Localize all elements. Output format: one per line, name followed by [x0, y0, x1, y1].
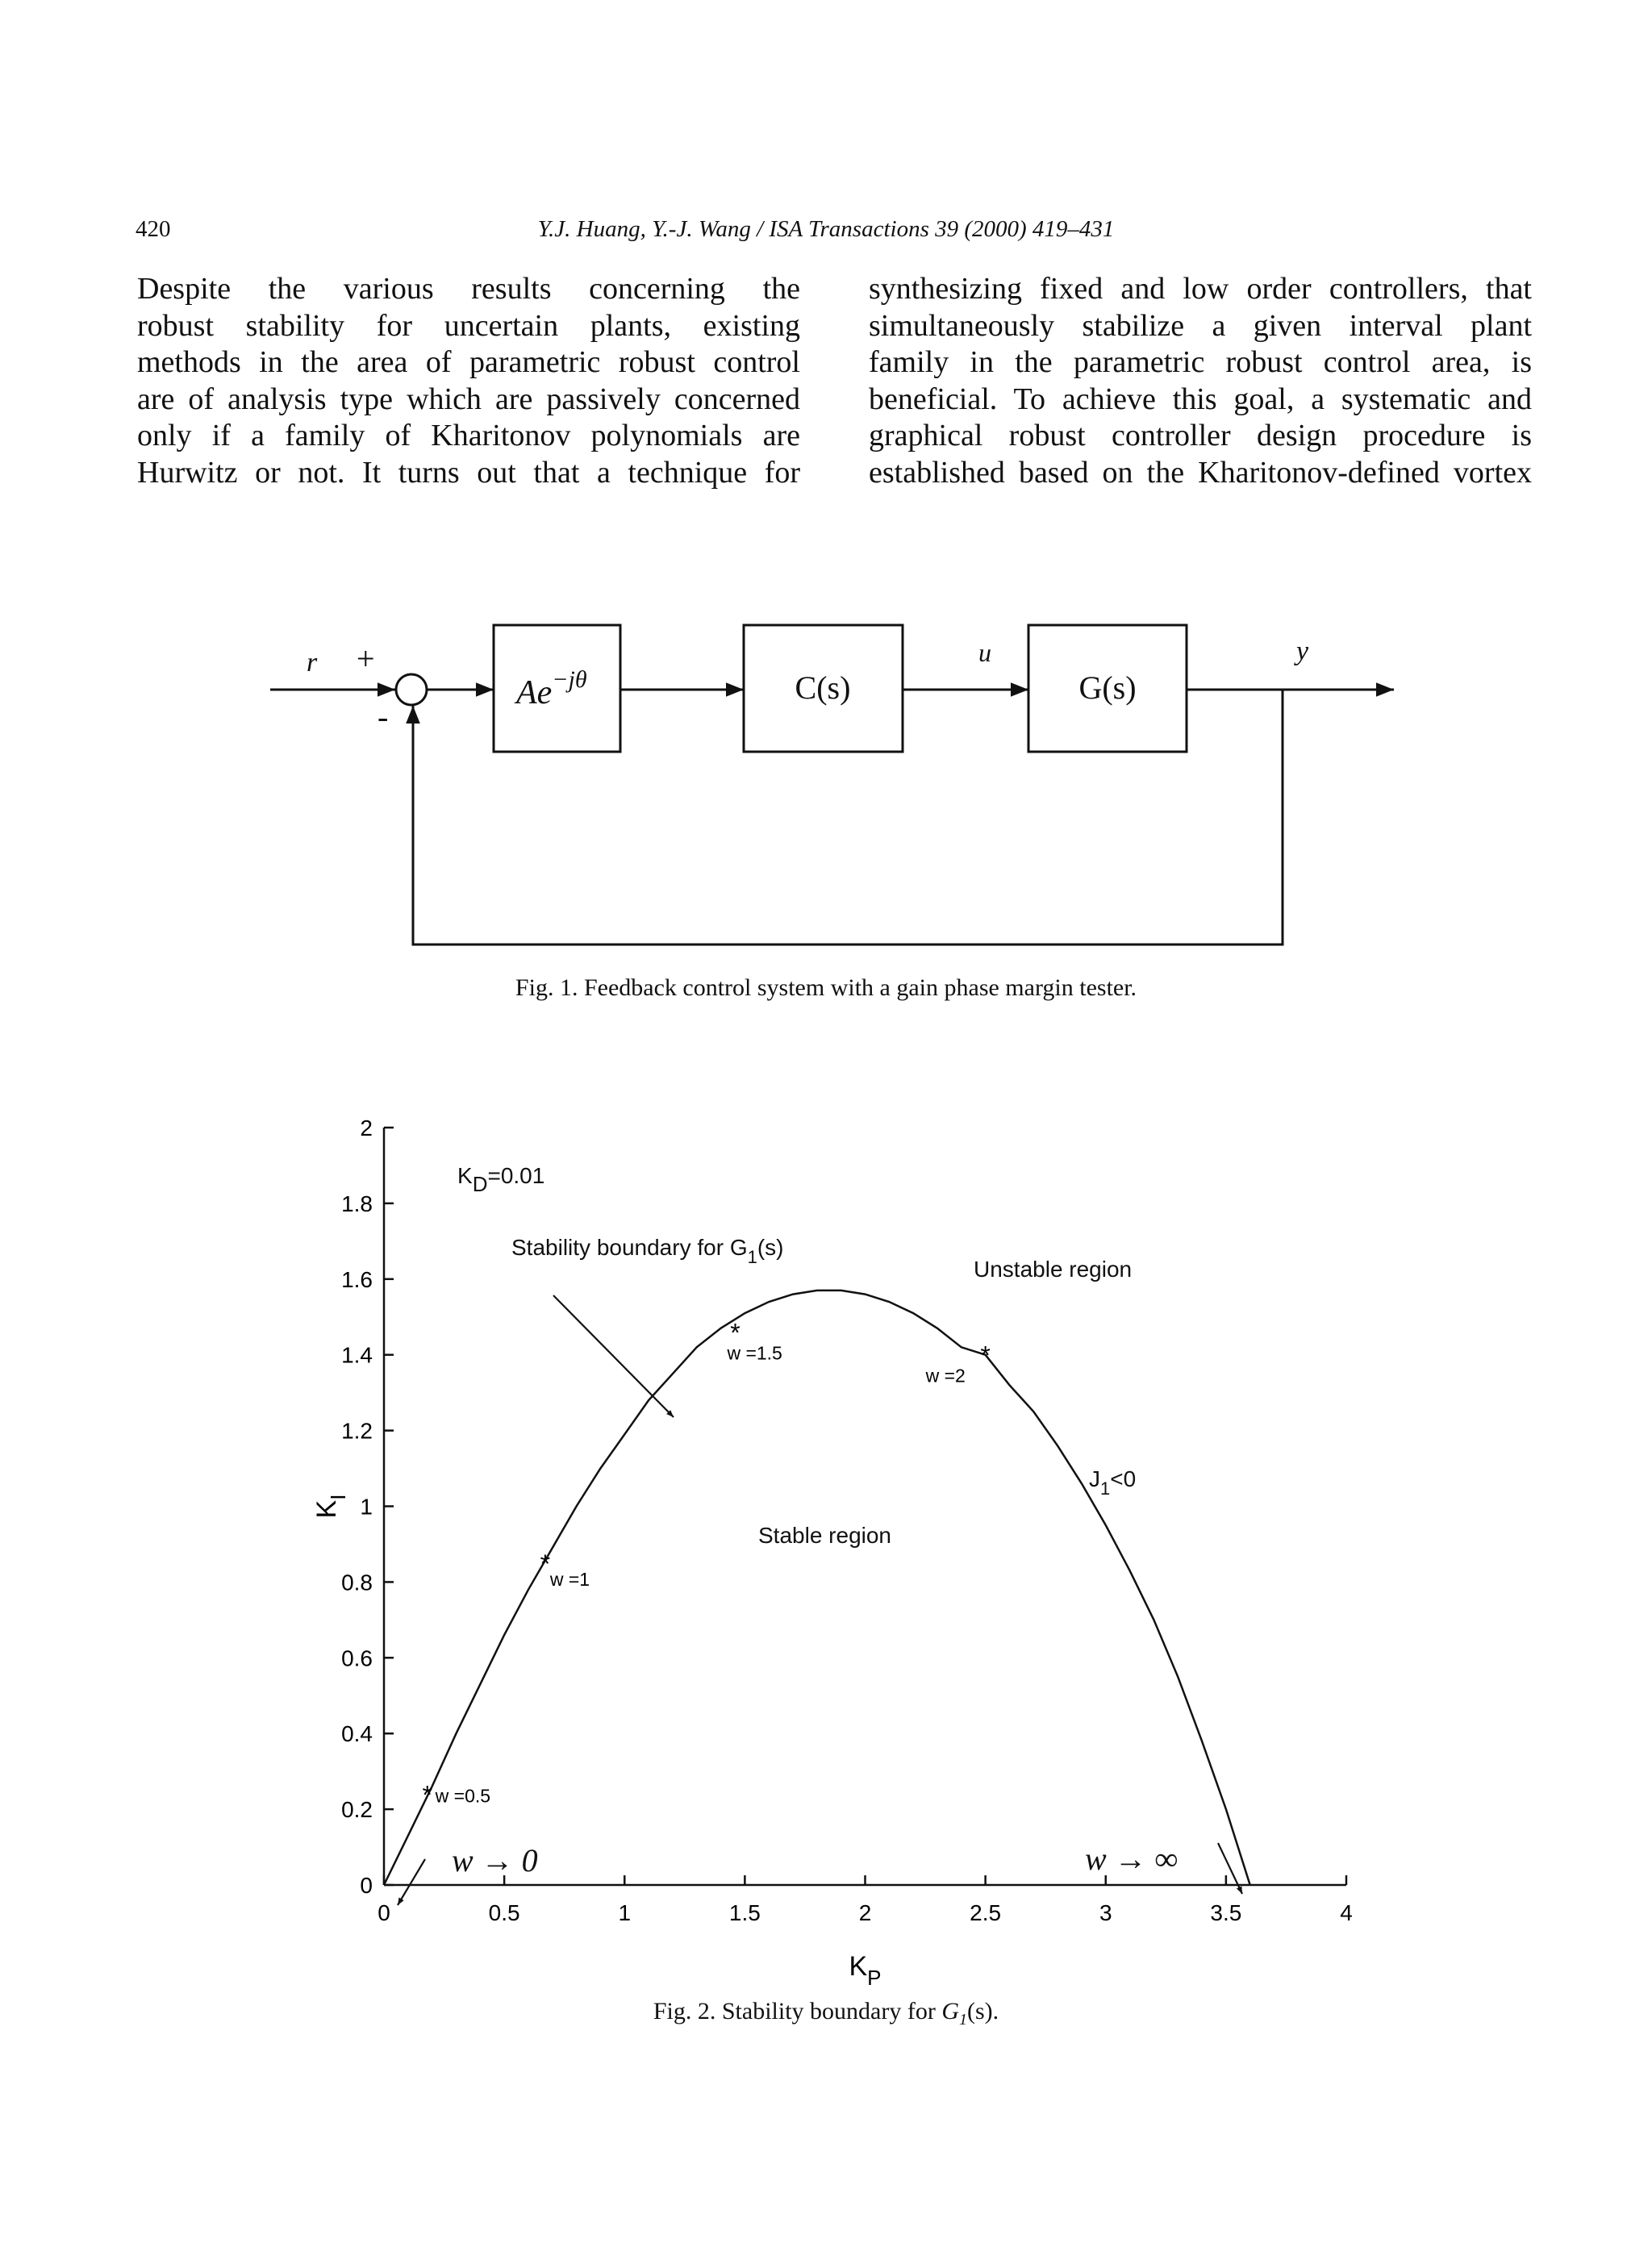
- figure-2-caption: Fig. 2. Stability boundary for $G_1(s)$.: [653, 1998, 999, 2029]
- controller-label: C(s): [795, 669, 851, 706]
- y-tick-label: 1.4: [341, 1342, 373, 1368]
- y-tick-label: 0: [360, 1873, 373, 1898]
- frequency-markers: [422, 1319, 990, 1810]
- minus-sign: -: [378, 698, 389, 735]
- body-text-line: only if a family of Kharitonov polynomials are: [137, 419, 800, 452]
- y-tick-label: 0.2: [341, 1797, 373, 1823]
- y-tick-label: 1.2: [341, 1418, 373, 1444]
- y-tick-label: 1.6: [341, 1266, 373, 1292]
- y-tick-label: 0.8: [341, 1570, 373, 1595]
- x-axis-label: $K_P$: [849, 1951, 882, 1990]
- x-tick-label: 2: [858, 1900, 872, 1925]
- w-to-zero-annotation: w → 0: [452, 1842, 538, 1879]
- y-tick-label: 0.4: [341, 1721, 373, 1747]
- journal-citation: Y.J. Huang, Y.-J. Wang / ISA Transactions 39 (2000) 419–431: [537, 216, 1115, 242]
- kd-annotation: KD=0.01: [457, 1163, 545, 1196]
- marker-label: w =1.5: [727, 1342, 782, 1364]
- marker-star: *: [540, 1549, 551, 1578]
- y-tick-label: 0.6: [341, 1645, 373, 1671]
- x-tick-label: 3: [1099, 1900, 1112, 1925]
- body-text-line: synthesizing fixed and low order controllers, that: [869, 272, 1532, 306]
- body-text-line: are of analysis type which are passively concerned: [137, 382, 800, 416]
- x-tick-label: 0.5: [488, 1900, 520, 1925]
- marker-star: *: [730, 1318, 740, 1348]
- stable-region-label: Stable region: [758, 1523, 892, 1548]
- body-text-line: Hurwitz or not. It turns out that a technique for: [137, 455, 800, 490]
- boundary-label-arrow: [553, 1295, 674, 1417]
- y-axis-label: $K_I$: [311, 1494, 350, 1519]
- marker-label: w =1: [549, 1568, 590, 1590]
- body-text-line: beneficial. To achieve this goal, a systematic and: [869, 382, 1532, 416]
- w-to-infinity-annotation: w → ∞: [1085, 1841, 1179, 1877]
- j1-annotation: $J_1<0$: [1089, 1466, 1137, 1499]
- body-text-line: Despite the various results concerning the: [137, 272, 800, 306]
- x-tick-label: 3.5: [1210, 1900, 1242, 1925]
- body-text-line: simultaneously stabilize a given interval plant: [869, 308, 1532, 343]
- body-text-line: established based on the Kharitonov-defined vortex: [869, 455, 1532, 490]
- plus-sign: +: [357, 640, 375, 677]
- output-label-y: y: [1296, 636, 1309, 666]
- unstable-region-label: Unstable region: [974, 1257, 1133, 1282]
- body-text-line: family in the parametric robust control area, is: [869, 345, 1532, 379]
- x-tick-label: 1.5: [728, 1900, 761, 1925]
- y-tick-label: 1.8: [341, 1191, 373, 1216]
- body-text-line: graphical robust controller design procedure is: [869, 419, 1532, 452]
- boundary-label: Stability boundary for $G_1(s)$: [511, 1235, 784, 1267]
- signal-u-label: u: [978, 638, 991, 667]
- figure-1-caption: Fig. 1. Feedback control system with a gain phase margin tester.: [515, 974, 1137, 1001]
- body-text-line: methods in the area of parametric robust control: [137, 345, 800, 379]
- marker-label: w =2: [925, 1365, 966, 1387]
- tester-label: $Ae^{-j\theta}$: [516, 666, 587, 711]
- x-tick-label: 1: [618, 1900, 632, 1925]
- stability-boundary-curve: [384, 1291, 1250, 1885]
- x-tick-label: 4: [1340, 1900, 1353, 1925]
- plant-label: G(s): [1078, 669, 1137, 706]
- x-tick-label: 2.5: [970, 1900, 1002, 1925]
- input-label-r: r: [307, 648, 318, 678]
- x-tick-label: 0: [378, 1900, 390, 1925]
- y-tick-label: 2: [360, 1115, 373, 1141]
- marker-star: *: [980, 1341, 991, 1370]
- y-tick-label: 1: [360, 1494, 373, 1520]
- body-text-line: robust stability for uncertain plants, existing: [137, 308, 800, 343]
- marker-star: *: [422, 1780, 432, 1810]
- w-to-zero-arrow: [398, 1859, 425, 1905]
- caption-g-symbol: $G_1$: [941, 1998, 967, 2029]
- marker-label: w =0.5: [435, 1785, 491, 1807]
- page-number: 420: [136, 216, 171, 242]
